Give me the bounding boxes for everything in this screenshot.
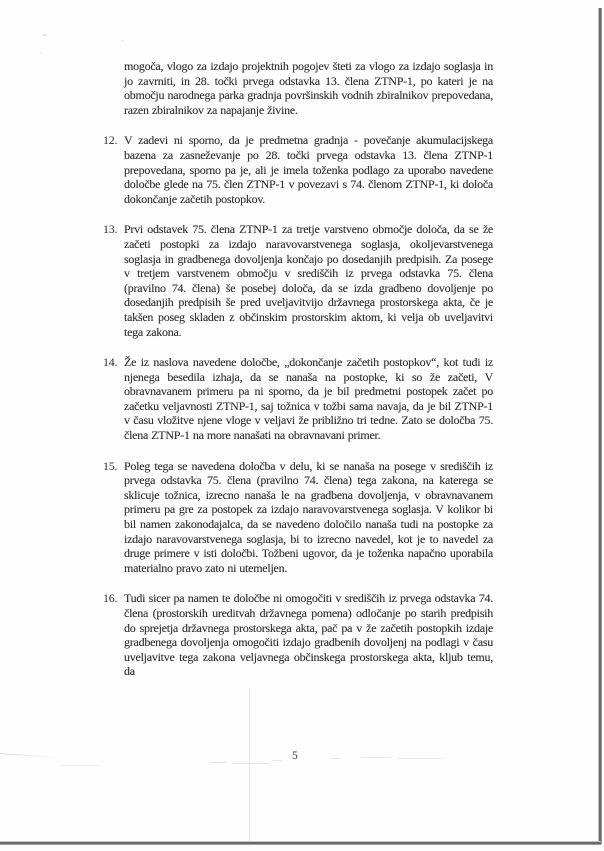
paragraph-number: 14. xyxy=(103,355,118,370)
paragraph-13 xyxy=(103,222,493,339)
paragraph-text: Prvi odstavek 75. člena ZTNP-1 za tretje varstveno območje določa, da se že začeti postopki za izdajo naravovarstvenega soglasja, okoljevarstvenega soglasja in gradbenega dovoljenja končajo po dosedanjih predpisih. Za posege v tretjem varstvenem območju v središčih iz prvega odstavka 75. člena (pravilno 74. člena) še posebej določa, da se izda gradbeno dovoljenje po dosedanjih predpisih še pred uveljavitvijo državnega prostorskega akta, če je takšen poseg skladen z občinskim prostorskim aktom, ki velja ob uveljavitvi tega zakona. xyxy=(124,222,493,339)
scan-noise-dash xyxy=(212,762,226,763)
scan-diagonal-artifact xyxy=(0,753,62,758)
scan-noise-dash xyxy=(362,757,390,758)
paragraph-text: Že iz naslova navedene določbe, „dokončanje začetih postopkov“, kot tudi iz njenega besedila izhaja, da se nanaša na postopke, ki so že začeti, V obravnavanem primeru pa ni sporno, da je bil predmetni postopek začet po začetku veljavnosti ZTNP-1, saj tožnica v tožbi sama navaja, da je bil ZTNP-1 v času vložitve njene vloge v veljavi že približno tri tedne. Zato se določba 75. člena ZTNP-1 na more nanašati na obravnavani primer. xyxy=(124,355,493,443)
paragraph-text: Tudi sicer pa namen te določbe ni omogočiti v središčih iz prvega odstavka 74. člena (prostorskih ureditvah državnega pomena) odločanje po starih predpisih do sprejetja državnega prostorskega akta, pač pa v že začetih postopkih izdaje gradbenega dovoljenja omogočiti izdajo gradbenih dovoljenj na podlagi v času uveljavitve tega zakona veljavnega občinskega prostorskega akta, kljub temu, da xyxy=(124,591,493,679)
scan-page-edge-right xyxy=(599,8,601,844)
scan-page-edge-bottom xyxy=(0,842,601,844)
paragraph-15 xyxy=(103,459,493,576)
document-body xyxy=(103,59,493,695)
paragraph-number: 15. xyxy=(103,458,118,473)
paragraph-number: 12. xyxy=(103,133,118,148)
page-number: 5 xyxy=(292,750,298,762)
paragraph-14 xyxy=(103,355,493,443)
paragraph-text: V zadevi ni sporno, da je predmetna gradnja - povečanje akumulacijskega bazena za zasneževanje po 28. točki prvega odstavka 13. člena ZTNP-1 prepovedana, sporno pa je, ali je imela toženka podlago za uporabo navedene določbe glede na 75. člen ZTNP-1 v povezavi s 74. členom ZTNP-1, ki določa dokončanje začetih postopkov. xyxy=(124,133,493,206)
scan-noise-dash xyxy=(398,758,444,759)
scan-speck xyxy=(43,34,46,36)
paragraph-text: Poleg tega se navedena določba v delu, ki se nanaša na posege v središčih iz prvega odstavka 75. člena (pravilno 74. člena) tega zakona, na katerega se sklicuje tožnica, izrecno nanaša le na gradbena dovoljenja, v obravnavanem primeru pa gre za postopek za izdajo naravovarstvenega soglasja. V kolikor bi bil namen zakonodajalca, da se navedeno določilo nanaša tudi na postopke za izdajo naravovarstvenega soglasja, bi to izrecno navedel, kot je to navedel za druge primere v isti določbi. Tožbeni ugovor, da je toženka napačno uporabila materialno pravo zato ni utemeljen. xyxy=(124,458,493,575)
scan-noise-dash xyxy=(272,760,282,761)
scan-noise-dash xyxy=(60,765,100,766)
scan-speck xyxy=(40,52,42,54)
paragraph-continuation xyxy=(103,59,493,117)
scan-noise-dash xyxy=(330,758,340,759)
paragraph-12 xyxy=(103,133,493,206)
paragraph-number: 13. xyxy=(103,222,118,237)
paragraph-number: 16. xyxy=(103,591,118,606)
scan-fold-line xyxy=(249,688,250,842)
paragraph-text: mogoča, vlogo za izdajo projektnih pogojev šteti za vlogo za izdajo soglasja in jo zavrniti, in 28. točki prvega odstavka 13. člena ZTNP-1, po kateri je na območju narodnega parka gradnja površinskih vodnih zbiralnikov prepovedana, razen zbiralnikov za napajanje živine. xyxy=(124,59,493,117)
paragraph-16 xyxy=(103,591,493,679)
scan-speck xyxy=(121,40,124,41)
scan-noise-dash xyxy=(232,763,268,764)
